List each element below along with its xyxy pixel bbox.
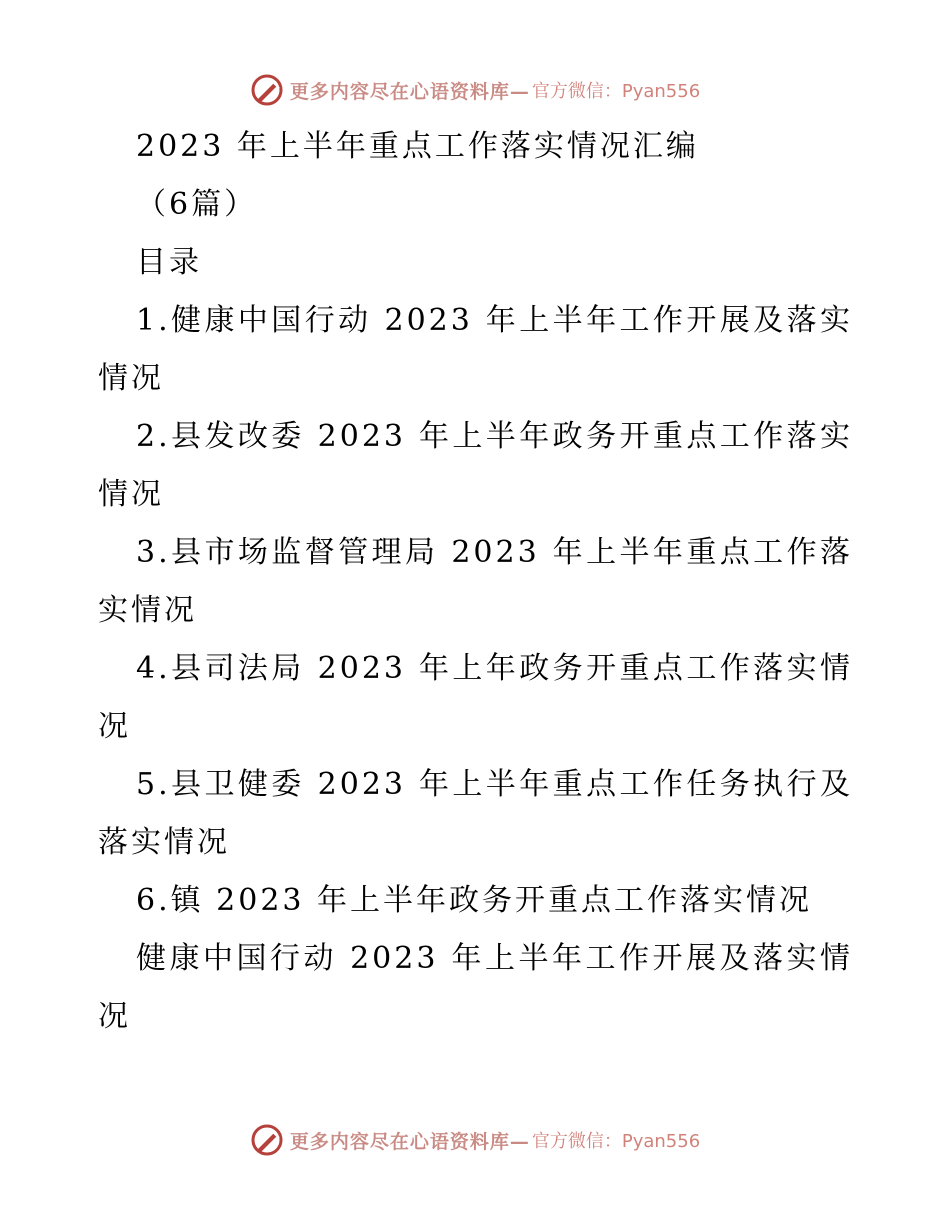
document-title: 2023 年上半年重点工作落实情况汇编 <box>136 129 699 164</box>
toc-item-line: 4.县司法局 2023 年上年政务开重点工作落实情 <box>136 651 853 686</box>
watermark-header <box>0 70 950 110</box>
toc-item-3 <box>98 524 853 640</box>
section-heading-line: 健康中国行动 2023 年上半年工作开展及落实情 <box>136 941 853 976</box>
watermark-wechat: 官方微信：Pyan556 <box>531 81 701 102</box>
toc-item-line: 况 <box>98 709 131 744</box>
toc-item-5 <box>98 756 853 872</box>
toc-item-line: 1.健康中国行动 2023 年上半年工作开展及落实 <box>136 303 853 338</box>
toc-heading: 目录 <box>136 245 202 280</box>
toc-item-2 <box>98 408 853 524</box>
toc-item-1 <box>98 292 853 408</box>
toc-item-line: 情况 <box>98 477 164 512</box>
toc-item-6 <box>98 872 853 930</box>
watermark-footer <box>0 1120 950 1160</box>
toc-item-line: 2.县发改委 2023 年上半年政务开重点工作落实 <box>136 419 853 454</box>
section-heading-line: 况 <box>98 999 131 1034</box>
watermark-text: 更多内容尽在心语资料库— <box>289 1130 530 1153</box>
document-title-count: （6篇） <box>136 187 258 222</box>
toc-item-line: 3.县市场监督管理局 2023 年上半年重点工作落 <box>136 535 853 570</box>
watermark-text: 更多内容尽在心语资料库— <box>289 80 530 103</box>
brush-pen-logo-icon <box>250 73 284 107</box>
toc-item-line: 情况 <box>98 361 164 396</box>
toc-item-line: 落实情况 <box>98 825 230 860</box>
toc-item-4 <box>98 640 853 756</box>
brush-pen-logo-icon <box>250 1123 284 1157</box>
toc-item-line: 5.县卫健委 2023 年上半年重点工作任务执行及 <box>136 767 853 802</box>
toc-item-line: 6.镇 2023 年上半年政务开重点工作落实情况 <box>136 883 813 918</box>
section-heading <box>98 930 853 1046</box>
toc-item-line: 实情况 <box>98 593 197 628</box>
watermark-wechat: 官方微信：Pyan556 <box>531 1131 701 1152</box>
document-body <box>98 118 853 1046</box>
